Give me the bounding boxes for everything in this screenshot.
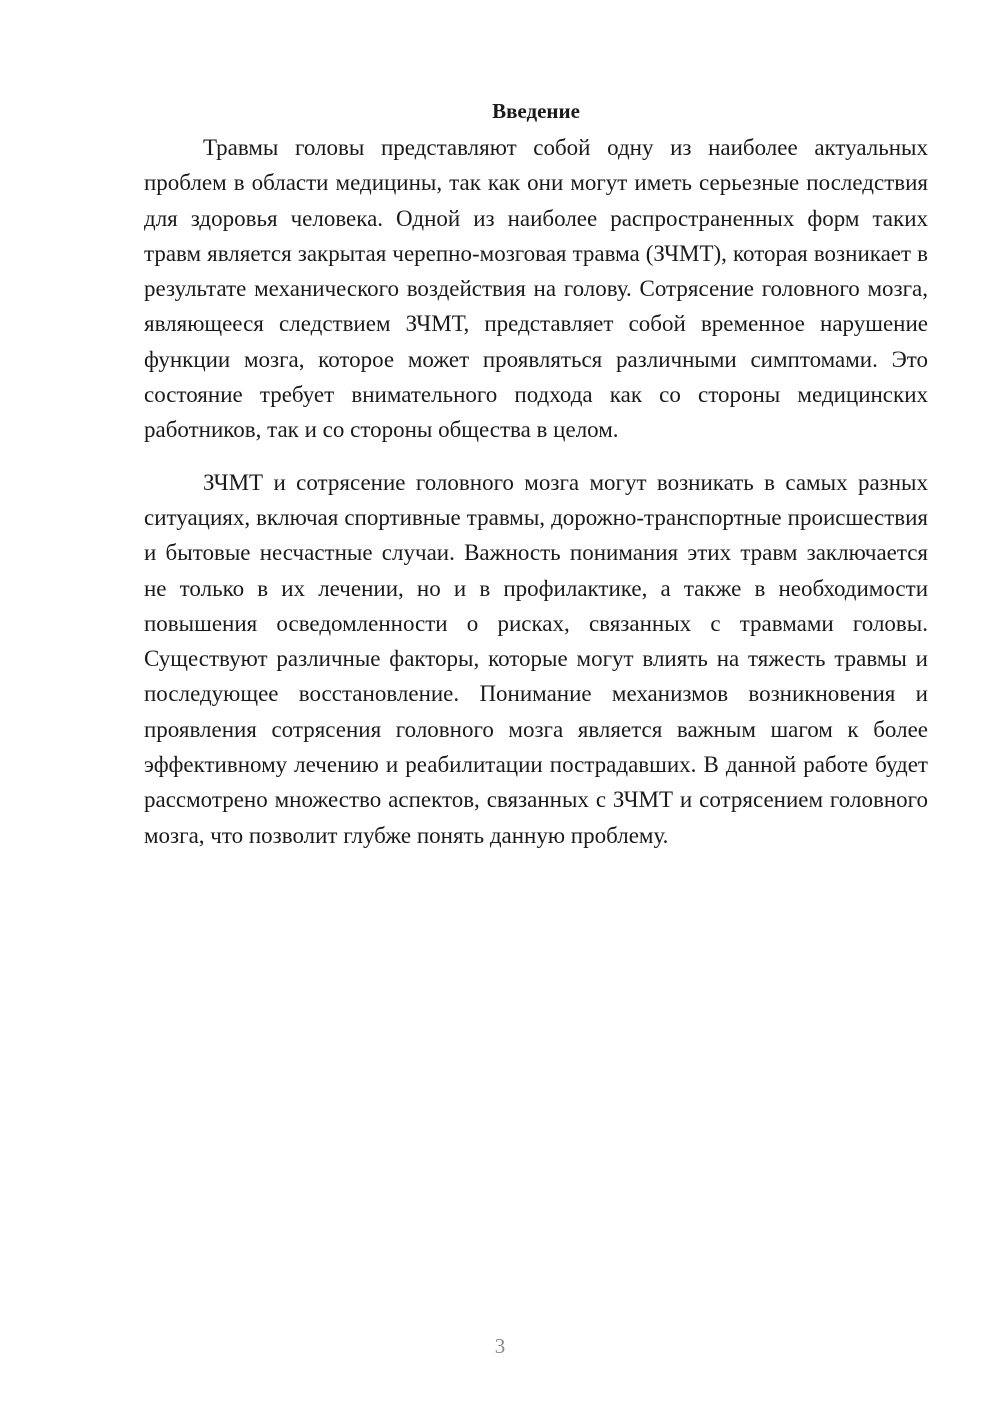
page-body xyxy=(144,96,928,853)
paragraph-1: Травмы головы представляют собой одну из наиболее актуальных проблем в области медицины, так как они могут иметь серьезные последствия для здоровья человека. Одной из наиболее распространенных форм таких травм является закрытая черепно-мозговая травма (ЗЧМТ), которая возникает в результате механического воздействия на голову. Сотрясение головного мозга, являющееся следствием ЗЧМТ, представляет собой временное нарушение функции мозга, которое может проявляться различными симптомами. Это состояние требует внимательного подхода как со стороны медицинских работников, так и со стороны общества в целом. xyxy=(144,135,928,443)
paragraph-2: ЗЧМТ и сотрясение головного мозга могут возникать в самых разных ситуациях, включая спортивные травмы, дорожно-транспортные происшествия и бытовые несчастные случаи. Важность понимания этих травм заключается не только в их лечении, но и в профилактике, а также в необходимости повышения осведомленности о рисках, связанных с травмами головы. Существуют различные факторы, которые могут влиять на тяжесть травмы и последующее восстановление. Понимание механизмов возникновения и проявления сотрясения головного мозга является важным шагом к более эффективному лечению и реабилитации пострадавших. В данной работе будет рассмотрено множество аспектов, связанных с ЗЧМТ и сотрясением головного мозга, что позволит глубже понять данную проблему. xyxy=(144,469,928,848)
section-heading: Введение xyxy=(492,99,580,123)
page-number: 3 xyxy=(494,1334,506,1358)
